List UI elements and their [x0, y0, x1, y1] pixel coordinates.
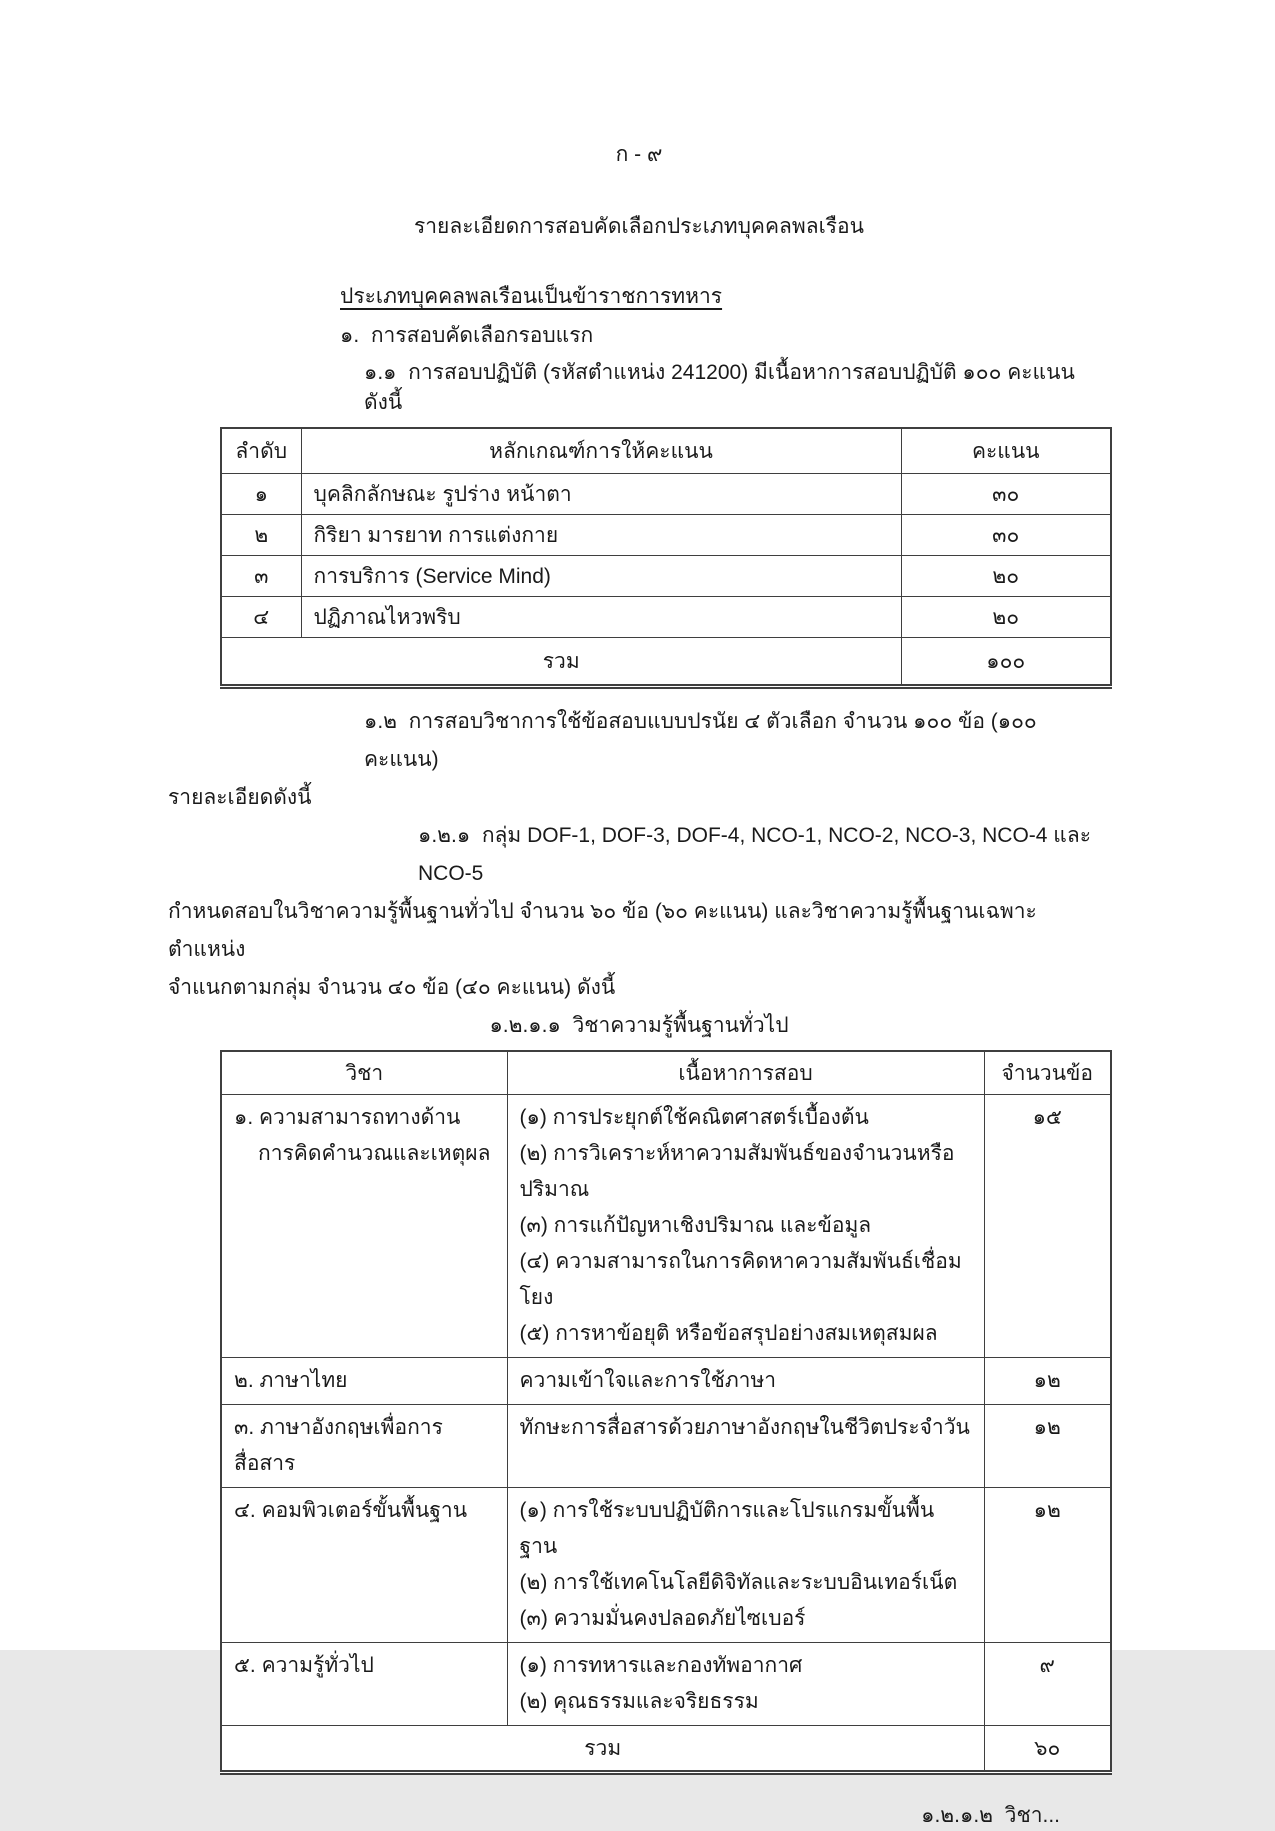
- subject-cell: [221, 1358, 507, 1405]
- subject-line: ๒. ภาษาไทย: [234, 1369, 348, 1392]
- table-header-row: [221, 1051, 1111, 1095]
- subject-cell: [221, 1643, 507, 1726]
- content-line: (๒) การใช้เทคโนโลยีดิจิทัลและระบบอินเทอร์เน็ต: [519, 1571, 958, 1594]
- total-label: รวม: [221, 638, 901, 687]
- table-row: [221, 556, 1111, 597]
- column-header-criteria: หลักเกณฑ์การให้คะแนน: [301, 428, 901, 474]
- content-line: (๒) การวิเคราะห์หาความสัมพันธ์ของจำนวนหรือปริมาณ: [519, 1142, 955, 1201]
- table-row: [221, 1358, 1111, 1405]
- content-cell: [507, 1405, 984, 1488]
- total-label: รวม: [221, 1726, 984, 1773]
- content-line: ทักษะการสื่อสารด้วยภาษาอังกฤษในชีวิตประจำวัน: [519, 1416, 970, 1439]
- count-cell: [984, 1095, 1111, 1358]
- row-no: ๑: [221, 474, 301, 515]
- table-row: [221, 1643, 1111, 1726]
- subject-line: ๕. ความรู้ทั่วไป: [234, 1654, 374, 1677]
- column-header-count: จำนวนข้อ: [984, 1051, 1111, 1095]
- table-total-row: [221, 1726, 1111, 1773]
- subject-cell: [221, 1488, 507, 1643]
- count-cell: [984, 1643, 1111, 1726]
- column-header-subject: วิชา: [221, 1051, 507, 1095]
- content-line: (๒) คุณธรรมและจริยธรรม: [519, 1690, 759, 1713]
- content-line: (๑) การใช้ระบบปฏิบัติการและโปรแกรมขั้นพื้นฐาน: [519, 1499, 935, 1558]
- row-score: ๓๐: [901, 515, 1111, 556]
- question-count: ๑๒: [1033, 1369, 1061, 1392]
- item-1: ๑. การสอบคัดเลือกรอบแรก: [340, 324, 594, 347]
- item-1-1: ๑.๑ การสอบปฏิบัติ (รหัสตำแหน่ง 241200) มีเนื้อหาการสอบปฏิบัติ ๑๐๐ คะแนน ดังนี้: [364, 361, 1081, 414]
- content-line: (๔) ความสามารถในการคิดหาความสัมพันธ์เชื่อมโยง: [519, 1250, 962, 1309]
- row-criteria: ปฏิภาณไหวพริบ: [301, 597, 901, 638]
- item-1-2-1-line3: จำแนกตามกลุ่ม จำนวน ๔๐ ข้อ (๔๐ คะแนน) ดังนี้: [168, 976, 616, 999]
- row-score: ๓๐: [901, 474, 1111, 515]
- footer-continuation: ๑.๒.๑.๒ วิชา...: [921, 1804, 1060, 1827]
- row-no: ๓: [221, 556, 301, 597]
- content-line: ความเข้าใจและการใช้ภาษา: [519, 1369, 777, 1392]
- subject-line: ๓. ภาษาอังกฤษเพื่อการสื่อสาร: [234, 1416, 443, 1475]
- page-number: ก - ๙: [615, 143, 663, 166]
- content-cell: [507, 1488, 984, 1643]
- table-row: [221, 474, 1111, 515]
- total-value: ๑๐๐: [901, 638, 1111, 687]
- count-cell: [984, 1488, 1111, 1643]
- subject-line: ๔. คอมพิวเตอร์ขั้นพื้นฐาน: [234, 1499, 468, 1522]
- question-count: ๙: [1039, 1654, 1055, 1677]
- question-count: ๑๕: [1032, 1106, 1062, 1129]
- table-row: [221, 1405, 1111, 1488]
- content-cell: [507, 1358, 984, 1405]
- scoring-criteria-table: [220, 427, 1112, 689]
- item-1-2-line1: ๑.๒ การสอบวิชาการใช้ข้อสอบแบบปรนัย ๔ ตัวเลือก จำนวน ๑๐๐ ข้อ (๑๐๐ คะแนน): [364, 710, 1043, 771]
- item-1-2-line2: รายละเอียดดังนี้: [168, 786, 312, 809]
- item-1-2-1-line2: กำหนดสอบในวิชาความรู้พื้นฐานทั่วไป จำนวน ๖๐ ข้อ (๖๐ คะแนน) และวิชาความรู้พื้นฐานเฉพาะตำแหน่ง: [168, 900, 1037, 961]
- row-score: ๒๐: [901, 597, 1111, 638]
- table-row: [221, 515, 1111, 556]
- table-row: [221, 597, 1111, 638]
- subject-line: ๑. ความสามารถทางด้าน: [234, 1106, 461, 1129]
- content-cell: [507, 1095, 984, 1358]
- count-cell: [984, 1358, 1111, 1405]
- question-count: ๑๒: [1033, 1499, 1061, 1522]
- row-no: ๒: [221, 515, 301, 556]
- row-score: ๒๐: [901, 556, 1111, 597]
- column-header-content: เนื้อหาการสอบ: [507, 1051, 984, 1095]
- content-line: (๕) การหาข้อยุติ หรือข้อสรุปอย่างสมเหตุสมผล: [519, 1322, 938, 1345]
- subject-line: การคิดคำนวณและเหตุผล: [258, 1142, 491, 1165]
- content-cell: [507, 1643, 984, 1726]
- table-header-row: [221, 428, 1111, 474]
- section-heading: ประเภทบุคคลพลเรือนเป็นข้าราชการทหาร: [340, 285, 723, 308]
- row-criteria: การบริการ (Service Mind): [301, 556, 901, 597]
- row-criteria: บุคลิกลักษณะ รูปร่าง หน้าตา: [301, 474, 901, 515]
- column-header-score: คะแนน: [901, 428, 1111, 474]
- content-line: (๓) ความมั่นคงปลอดภัยไซเบอร์: [519, 1607, 806, 1630]
- sub-heading-1-2-1-1: ๑.๒.๑.๑ วิชาความรู้พื้นฐานทั่วไป: [489, 1014, 789, 1037]
- count-cell: [984, 1405, 1111, 1488]
- content-line: (๑) การประยุกต์ใช้คณิตศาสตร์เบื้องต้น: [519, 1106, 869, 1129]
- item-1-2-1-line1: ๑.๒.๑ กลุ่ม DOF-1, DOF-3, DOF-4, NCO-1, NCO-2, NCO-3, NCO-4 และ NCO-5: [418, 824, 1103, 885]
- subject-cell: [221, 1405, 507, 1488]
- general-knowledge-subjects-table: [220, 1050, 1112, 1775]
- table-row: [221, 1095, 1111, 1358]
- subject-cell: [221, 1095, 507, 1358]
- content-line: (๓) การแก้ปัญหาเชิงปริมาณ และข้อมูล: [519, 1214, 872, 1237]
- content-line: (๑) การทหารและกองทัพอากาศ: [519, 1654, 803, 1677]
- table-total-row: [221, 638, 1111, 687]
- column-header-no: ลำดับ: [221, 428, 301, 474]
- table-row: [221, 1488, 1111, 1643]
- question-count: ๑๒: [1033, 1416, 1061, 1439]
- total-value: ๖๐: [984, 1726, 1111, 1773]
- row-criteria: กิริยา มารยาท การแต่งกาย: [301, 515, 901, 556]
- row-no: ๔: [221, 597, 301, 638]
- document-title: รายละเอียดการสอบคัดเลือกประเภทบุคคลพลเรือน: [413, 215, 865, 238]
